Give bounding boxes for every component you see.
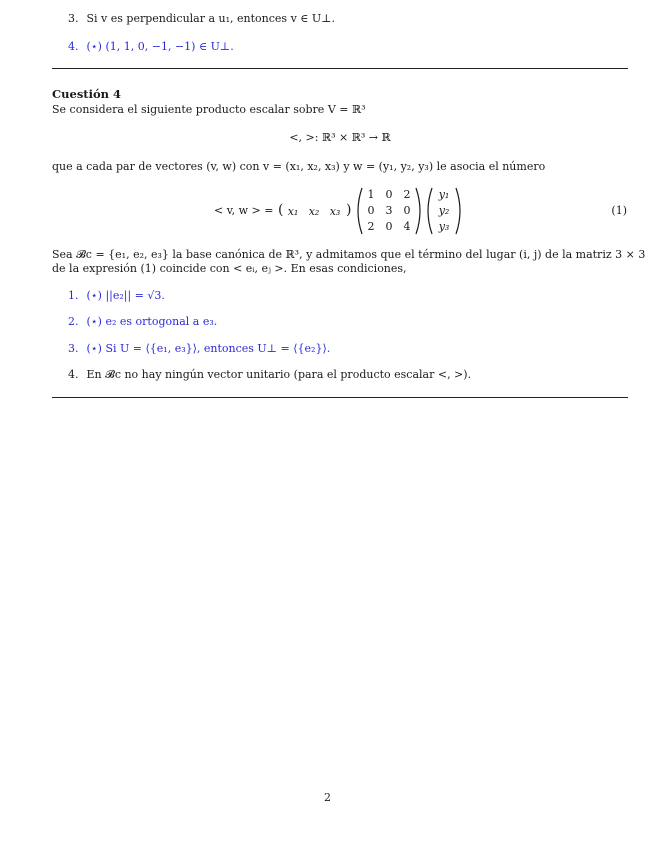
paragraph-basis-line2: de la expresión (1) coincide con < eᵢ, eⱼ >. En esas condiciones, [52,262,407,275]
column-vector-entry: y₂ [438,204,450,217]
page-number: 2 [324,791,331,804]
row-paren-left: ( [278,202,284,218]
row-vector-entry: x₁ [287,205,299,218]
divider-bottom [52,397,628,398]
item-text: Si v es perpendicular a u₁, entonces v ∈ U⊥. [86,12,336,25]
column-vector-entry: y₁ [438,188,450,201]
divider-top [52,68,628,69]
row-paren-right: ) [346,202,352,218]
question-intro: Se considera el siguiente producto escalar sobre V = ℝ³ [52,103,366,116]
option-text: En 𝓑c no hay ningún vector unitario (para el producto escalar <, >). [86,368,472,381]
row-vector-entry: x₃ [329,205,341,218]
matrix-cell: 2 [403,188,411,201]
paragraph-basis-line1: Sea 𝓑c = {e₁, e₂, e₃} la base canónica de ℝ³, y admitamos que el término del lugar (i, j) de la matriz 3 × 3 [52,248,646,261]
question-title: Cuestión 4 [52,87,122,101]
equation-number: (1) [611,204,627,217]
option-3 [68,342,330,356]
option-number: 1. [68,289,79,302]
option-1 [68,289,165,303]
matrix-cell: 0 [367,204,375,217]
item-text: (⋆) (1, 1, 0, −1, −1) ∈ U⊥. [86,40,234,53]
item-number: 3. [68,12,79,25]
map-formula: <, >: ℝ³ × ℝ³ → ℝ [289,131,391,144]
option-text: (⋆) ||e₂|| = √3. [86,289,165,302]
option-2 [68,315,217,329]
matrix-cell: 0 [403,204,411,217]
option-text: (⋆) Si U = ⟨{e₁, e₃}⟩, entonces U⊥ = ⟨{e₂}⟩. [86,342,331,355]
option-number: 2. [68,315,79,328]
matrix-cell: 0 [385,188,393,201]
matrix-cell: 3 [385,204,393,217]
option-number: 4. [68,368,79,381]
paragraph-vectors: que a cada par de vectores (v, w) con v = (x₁, x₂, x₃) y w = (y₁, y₂, y₃) le asocia el número [52,160,546,173]
matrix-cell: 1 [367,188,375,201]
prev-item-4 [68,40,234,54]
column-vector-entry: y₃ [438,220,450,233]
equation-lhs: < v, w > = [214,204,274,217]
matrix-cell: 4 [403,220,411,233]
option-number: 3. [68,342,79,355]
matrix-cell: 2 [367,220,375,233]
option-text: (⋆) e₂ es ortogonal a e₃. [86,315,218,328]
row-vector-entry: x₂ [308,205,320,218]
option-4 [68,368,471,382]
prev-item-3 [68,12,335,26]
matrix-cell: 0 [385,220,393,233]
item-number: 4. [68,40,79,53]
